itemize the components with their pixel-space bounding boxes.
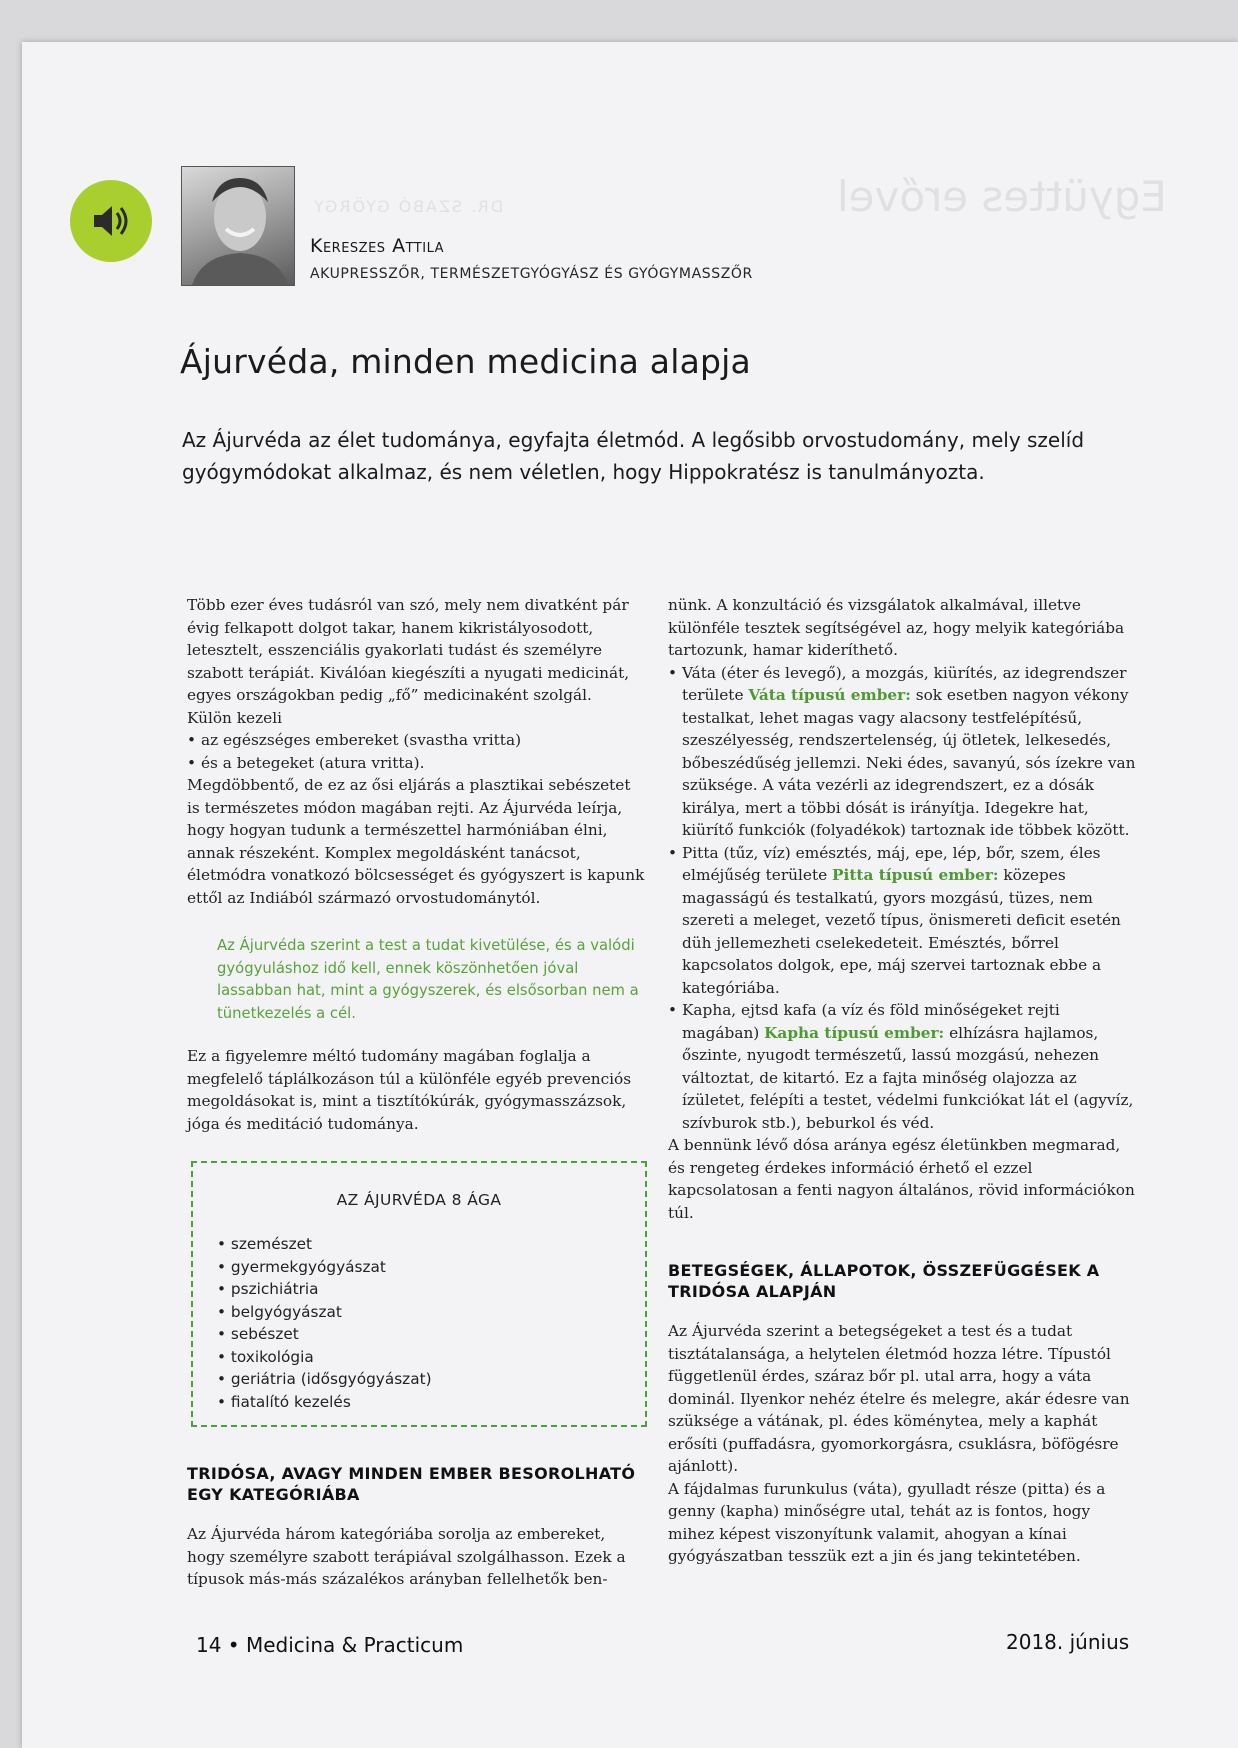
footer-date: 2018. június — [1006, 1630, 1130, 1654]
list-item: • toxikológia — [217, 1346, 432, 1369]
footer-page-info: 14 • Medicina & Practicum — [196, 1633, 464, 1657]
branches-list — [217, 1233, 432, 1413]
pitta-label: Pitta típusú ember: — [832, 866, 999, 884]
paragraph: A bennünk lévő dósa aránya egész életünkben megmarad, és rengeteg érdekes információ érhető el ezzel kapcsolatosan a fenti nagyon általános, rövid információkon túl. — [668, 1136, 1135, 1222]
branches-box — [191, 1161, 647, 1427]
bleed-through-text: DR. SZABÓ GYÖRGY — [312, 197, 504, 216]
list-item-pitta — [668, 842, 1140, 1000]
pitta-text: Pitta (tűz, víz) emésztés, máj, epe, lép, bőr, szem, éles elméjűség területe — [682, 843, 1101, 884]
kapha-label: Kapha típusú ember: — [764, 1023, 945, 1042]
author-portrait — [181, 166, 295, 286]
paragraph: nünk. A konzultáció és vizsgálatok alkalmával, illetve különféle tesztek segítségével az, hogy melyik kategóriába tartozunk, hamar kideríthető. — [668, 596, 1125, 659]
article-title: Ájurvéda, minden medicina alapja — [180, 342, 751, 381]
audio-badge[interactable] — [70, 180, 152, 262]
paragraph: A fájdalmas furunkulus (váta), gyulladt része (pitta) és a genny (kapha) minőségre utal, tehát az is fontos, hogy mihez képest viszonyítunk valamit, ahogyan a kínai gyógyászatban tesszük ezt a jin és jang tekintetében. — [668, 1479, 1106, 1565]
vata-description: sok esetben nagyon vékony testalkat, lehet magas vagy alacsony testfelépítésű, szeszélyesség, rendszertelenség, új ötletek, lelkesedés, bőbeszédűség jellemzi. Neki édes, savanyú, sós ízekre van szüksége. A váta vezérli az idegrendszert, ez a dósák királya, mert a többi dósát is irányítja. Idegekre hat, kiürítő funkciók (folyadékok) tartoznak ide többek között. — [682, 686, 1136, 839]
list-item: • gyermekgyógyászat — [217, 1256, 432, 1279]
paragraph: Megdöbbentő, de ez az ősi eljárás a plasztikai sebészetet is természetes módon magában rejti. Az Ájurvéda leírja, hogy hogyan tudunk a természettel harmóniában élni, annak részeként. Komplex megoldásként tanácsot, életmódra vonatkozó bölcsességet és gyógyszert is kapunk ettől az Indiából származó orvostudománytól. — [187, 776, 645, 907]
list-item: • pszichiátria — [217, 1278, 432, 1301]
paragraph: Az Ájurvéda szerint a betegségeket a test és a tudat tisztátalansága, a helytelen életmód hozza létre. Típustól függetlenül érdes, száraz bőr pl. utal arra, hogy a váta dominál. Ilyenkor nehéz ételre és melegre, akár édesre van szüksége a vátának, pl. édes köménytea, mely a kaphát erősíti (puffadásra, gyomorkorgásra, csuklásra, böfögésre ajánlott). — [668, 1322, 1130, 1475]
list-item-vata — [668, 662, 1140, 842]
list-item: • az egészséges embereket (svastha vritta) — [187, 729, 647, 752]
list-item: • sebészet — [217, 1323, 432, 1346]
speaker-icon[interactable] — [88, 198, 134, 244]
list-item: • fiatalító kezelés — [217, 1391, 432, 1414]
author-role: AKUPRESSZŐR, TERMÉSZETGYÓGYÁSZ ÉS GYÓGYMASSZŐR — [310, 266, 753, 282]
pull-quote: Az Ájurvéda szerint a test a tudat kivetülése, és a valódi gyógyuláshoz idő kell, ennek köszönhetően jóval lassabban hat, mint a gyógyszerek, és elsősorban nem a tünetkezelés a cél. — [217, 937, 639, 1022]
section-heading: TRIDÓSA, AVAGY MINDEN EMBER BESOROLHATÓ EGY KATEGÓRIÁBA — [187, 1464, 636, 1504]
vata-text: Váta (éter és levegő), a mozgás, kiürítés, az idegrendszer területe — [682, 663, 1127, 704]
author-name: Kereszes Attila — [310, 235, 445, 257]
list-item: • belgyógyászat — [217, 1301, 432, 1324]
list-item-kapha — [668, 999, 1140, 1134]
magazine-page — [22, 42, 1238, 1748]
article-lead: Az Ájurvéda az élet tudománya, egyfajta életmód. A legősibb orvostudomány, mely szelíd gyógymódokat alkalmaz, és nem véletlen, hogy Hippokratész is tanulmányozta. — [182, 428, 1085, 484]
right-column — [668, 594, 1140, 1568]
list-item: • szemészet — [217, 1233, 432, 1256]
left-column — [187, 594, 647, 1591]
pitta-description: közepes magasságú és testalkatú, gyors mozgású, tüzes, nem szereti a meleget, vezető típus, önismereti deficit esetén düh jellemezheti cselekedeteit. Emésztés, bőrrel kapcsolatos dolgok, epe, máj szervei tartoznak ebbe a kategóriába. — [682, 866, 1121, 997]
kapha-description: elhízásra hajlamos, őszinte, nyugodt természetű, lassú mozgású, nehezen változtat, de kitartó. Ez a fajta minőség olajozza az ízületet, felépíti a testet, védelmi funkciókat lát el (agyvíz, szívburok stb.), beburkol és véd. — [682, 1023, 1134, 1132]
bleed-through-text: Együttes erővel — [837, 172, 1167, 221]
box-title: AZ ÁJURVÉDA 8 ÁGA — [336, 1191, 502, 1209]
paragraph: Külön kezeli — [187, 708, 282, 727]
vata-label: Váta típusú ember: — [748, 686, 911, 704]
paragraph: Ez a figyelemre méltó tudomány magában foglalja a megfelelő táplálkozáson túl a különféle egyéb prevenciós megoldásokat is, mint a tisztítókúrák, gyógymasszázsok, jóga és meditáció tudománya. — [187, 1047, 632, 1133]
paragraph: Az Ájurvéda három kategóriába sorolja az embereket, hogy személyre szabott terápiával szolgálhasson. Ezek a típusok más-más százalékos arányban fellelhetők ben- — [187, 1525, 626, 1588]
kapha-text: Kapha, ejtsd kafa (a víz és föld minőségeket rejti magában) — [682, 1001, 1060, 1042]
list-item: • és a betegeket (atura vritta). — [187, 752, 647, 775]
section-heading: BETEGSÉGEK, ÁLLAPOTOK, ÖSSZEFÜGGÉSEK A TRIDÓSA ALAPJÁN — [668, 1261, 1100, 1301]
list-item: • geriátria (idősgyógyászat) — [217, 1368, 432, 1391]
paragraph: Több ezer éves tudásról van szó, mely nem divatként pár évig felkapott dolgot takar, hanem kikristályosodott, letesztelt, esszenciális gyakorlati tudást és személyre szabott terápiát. Kiválóan kiegészíti a nyugati medicinát, egyes országokban pedig „fő” medicinaként szolgál. — [187, 596, 630, 704]
